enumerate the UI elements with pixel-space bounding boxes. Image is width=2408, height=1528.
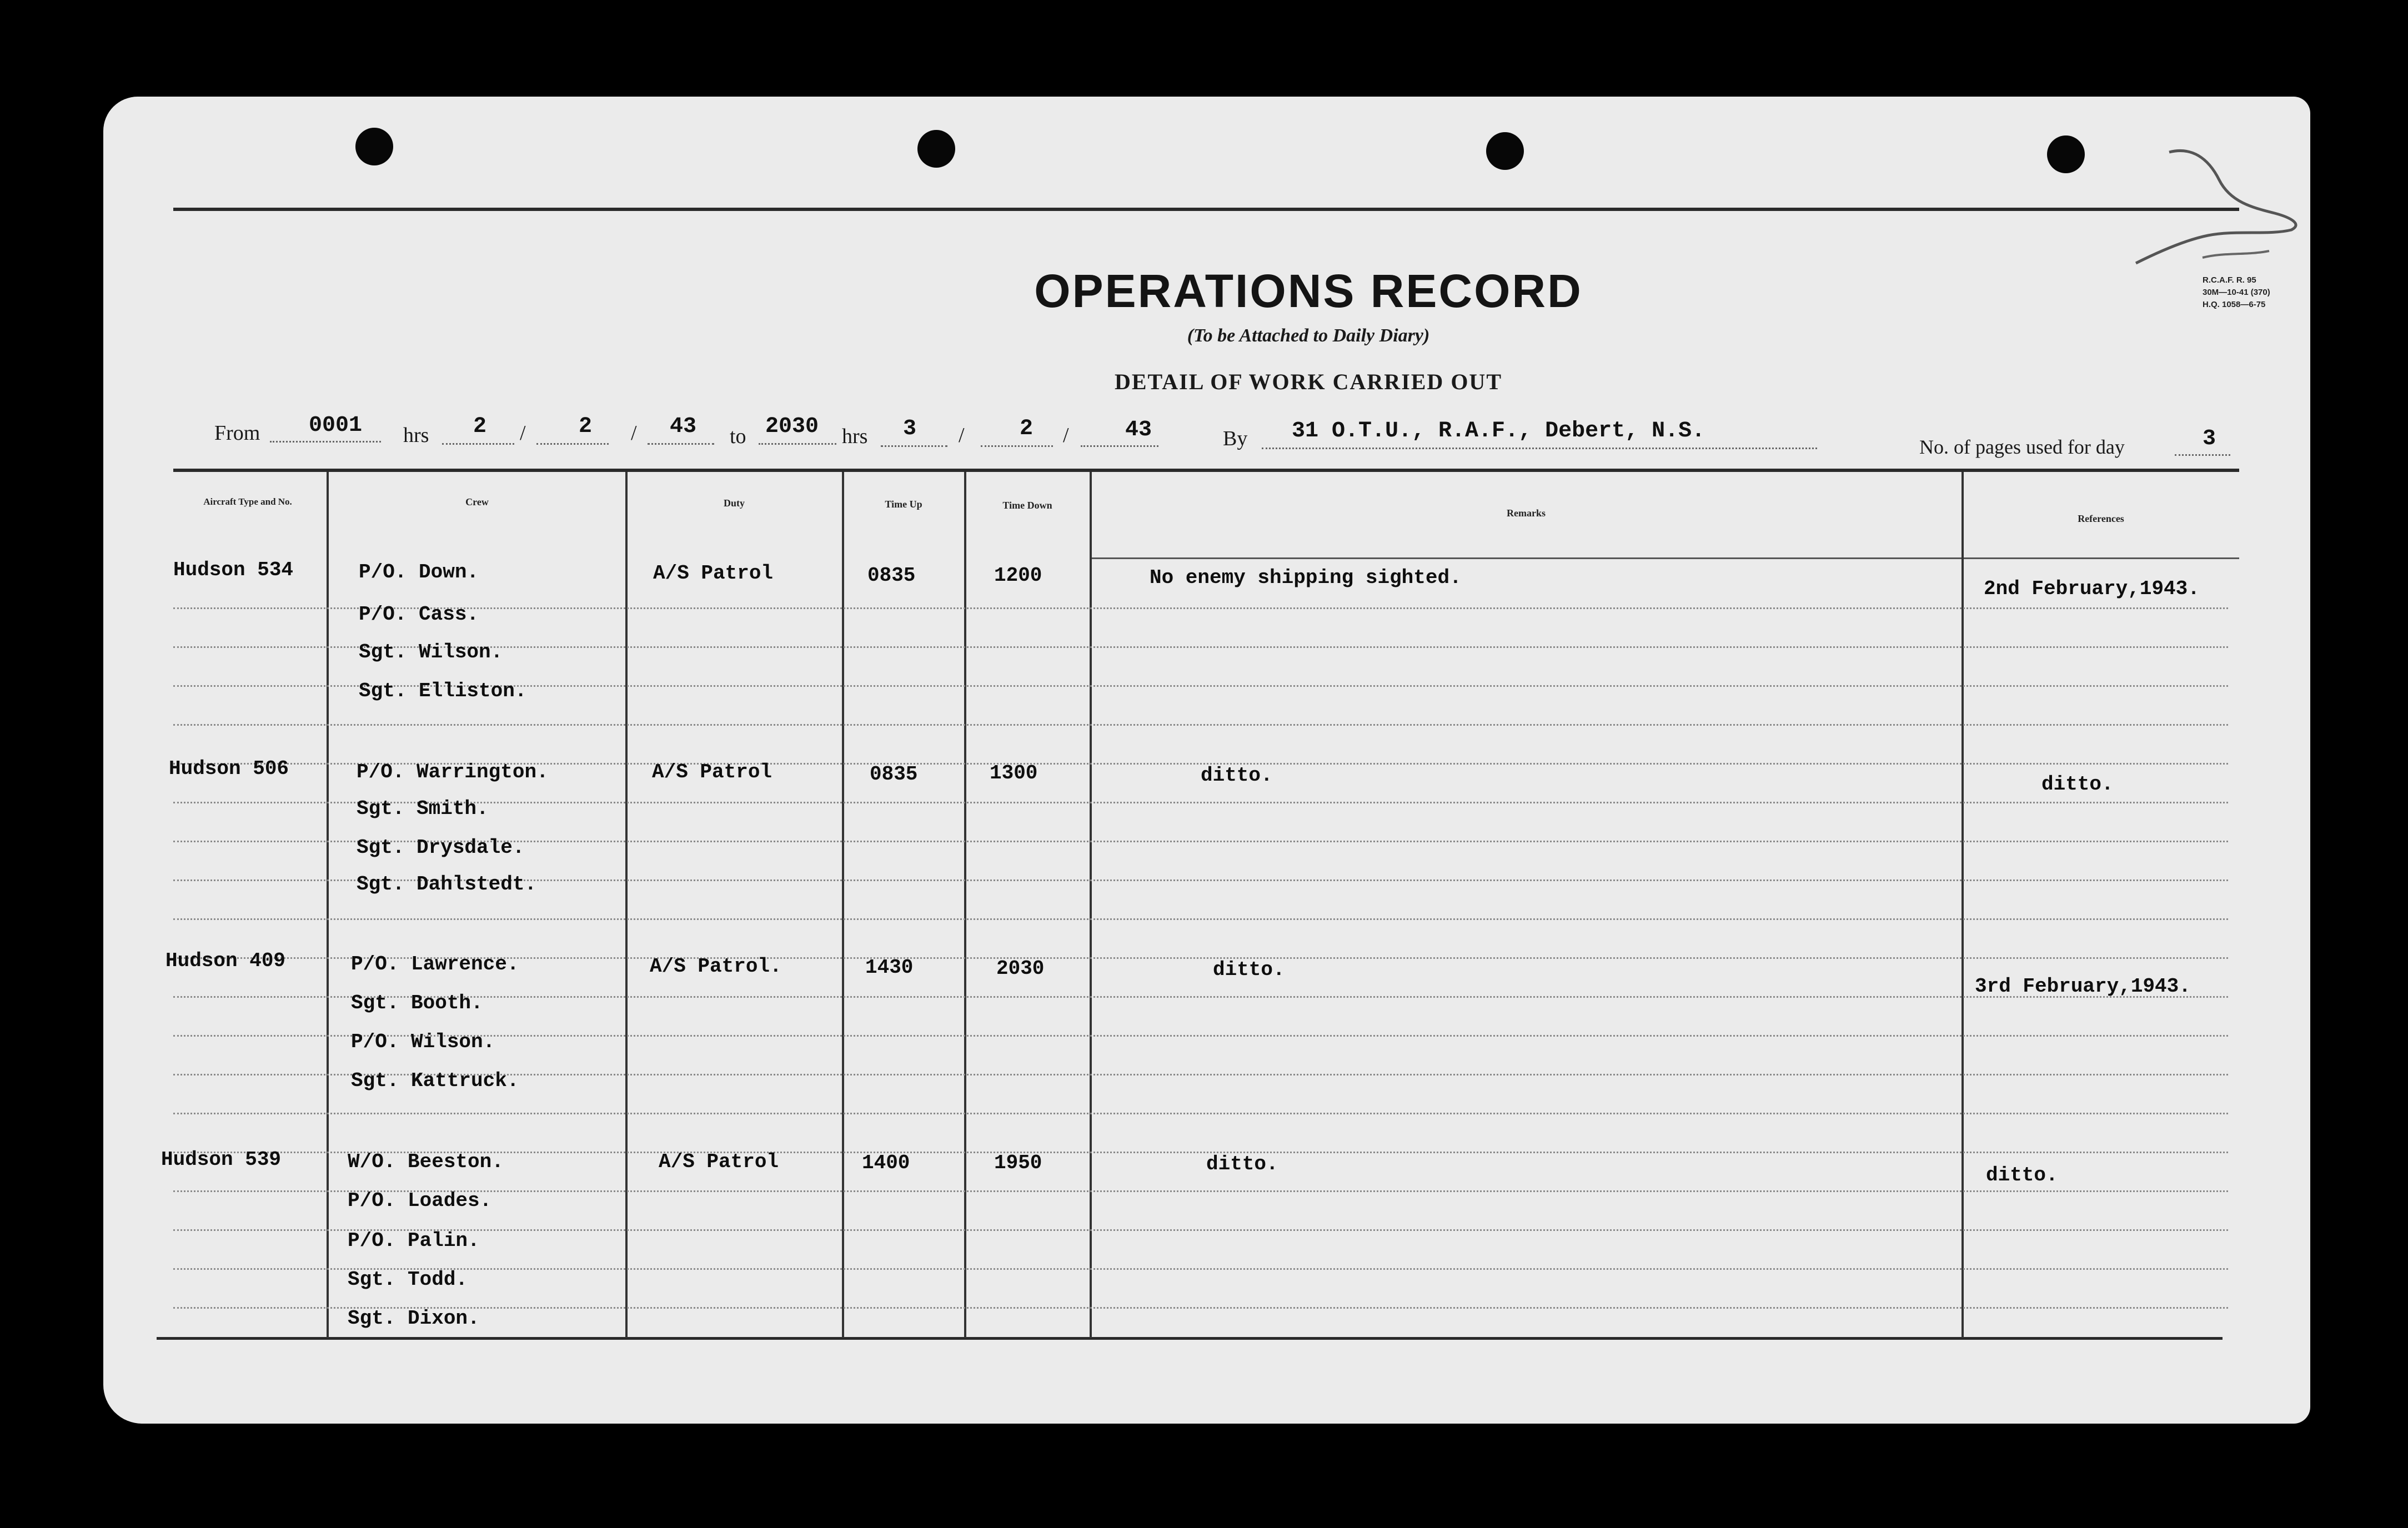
by-label: By bbox=[1223, 427, 1248, 450]
col-header-crew: Crew bbox=[465, 496, 489, 507]
time-up-cell: 0835 bbox=[870, 763, 918, 786]
record-card bbox=[103, 97, 2310, 1424]
ruled-line bbox=[173, 1229, 2228, 1232]
from-month: 2 bbox=[579, 414, 593, 439]
ruled-line bbox=[173, 1113, 2228, 1115]
col-divider-5 bbox=[1090, 472, 1092, 1338]
from-time: 0001 bbox=[309, 413, 363, 438]
remarks-cell: ditto. bbox=[1213, 958, 1285, 981]
crew-member: Sgt. Todd. bbox=[348, 1268, 468, 1291]
duty-cell: A/S Patrol bbox=[652, 761, 772, 783]
time-up-cell: 1430 bbox=[865, 956, 914, 979]
to-month: 2 bbox=[1020, 416, 1034, 441]
time-down-cell: 1200 bbox=[994, 564, 1042, 587]
from-year: 43 bbox=[670, 414, 697, 439]
pencil-scribble-mark bbox=[2125, 147, 2308, 274]
to-time: 2030 bbox=[765, 414, 819, 439]
crew-member: Sgt. Elliston. bbox=[359, 680, 527, 702]
from-year-dots bbox=[648, 443, 714, 445]
hrs-label-2: hrs bbox=[842, 425, 868, 448]
col-divider-3 bbox=[842, 472, 844, 1338]
form-code-line-3: H.Q. 1058—6-75 bbox=[2203, 300, 2266, 309]
crew-member: Sgt. Booth. bbox=[351, 992, 483, 1014]
duty-cell: A/S Patrol bbox=[659, 1150, 779, 1173]
crew-member: P/O. Down. bbox=[359, 561, 479, 584]
hrs-label-1: hrs bbox=[403, 424, 429, 447]
to-year: 43 bbox=[1125, 418, 1152, 443]
to-day-dots bbox=[881, 445, 947, 447]
document-title: OPERATIONS RECORD bbox=[1034, 265, 1583, 317]
crew-member: P/O. Warrington. bbox=[357, 761, 549, 783]
ruled-line bbox=[173, 1307, 2228, 1310]
col-header-references: References bbox=[2078, 513, 2124, 524]
remarks-cell: No enemy shipping sighted. bbox=[1150, 566, 1462, 589]
by-unit-dots bbox=[1262, 448, 1817, 449]
col-header-time-down: Time Down bbox=[1002, 500, 1052, 511]
aircraft-cell: Hudson 506 bbox=[169, 757, 289, 780]
from-time-dots bbox=[270, 441, 381, 443]
time-down-cell: 1300 bbox=[990, 762, 1038, 785]
duty-cell: A/S Patrol. bbox=[650, 955, 782, 978]
reference-cell: 3rd February,1943. bbox=[1975, 975, 2191, 998]
crew-member: P/O. Wilson. bbox=[351, 1031, 495, 1053]
punch-hole-4 bbox=[2047, 135, 2085, 173]
to-label: to bbox=[730, 425, 746, 448]
col-header-time-up: Time Up bbox=[885, 499, 922, 510]
reference-cell: ditto. bbox=[1986, 1164, 2058, 1187]
slash-3: / bbox=[959, 424, 965, 447]
aircraft-cell: Hudson 539 bbox=[161, 1148, 282, 1171]
slash-4: / bbox=[1063, 424, 1069, 447]
time-up-cell: 1400 bbox=[862, 1152, 910, 1174]
col-divider-1 bbox=[327, 472, 329, 1338]
crew-member: Sgt. Kattruck. bbox=[351, 1069, 519, 1092]
from-month-dots bbox=[536, 443, 609, 445]
crew-member: Sgt. Wilson. bbox=[359, 641, 503, 664]
to-year-dots bbox=[1081, 445, 1158, 447]
crew-member: Sgt. Dahlstedt. bbox=[357, 873, 537, 896]
punch-hole-1 bbox=[355, 128, 393, 165]
col-divider-2 bbox=[625, 472, 628, 1338]
crew-member: Sgt. Smith. bbox=[357, 797, 489, 820]
aircraft-cell: Hudson 534 bbox=[173, 559, 294, 581]
to-month-dots bbox=[981, 445, 1053, 447]
time-down-cell: 1950 bbox=[994, 1152, 1042, 1174]
time-up-cell: 0835 bbox=[867, 564, 916, 587]
table-bottom-rule bbox=[157, 1337, 2223, 1340]
by-unit: 31 O.T.U., R.A.F., Debert, N.S. bbox=[1292, 419, 1705, 444]
col-header-remarks: Remarks bbox=[1507, 507, 1546, 519]
crew-member: P/O. Cass. bbox=[359, 603, 479, 626]
pages-label: No. of pages used for day bbox=[1919, 436, 2125, 458]
punch-hole-2 bbox=[917, 130, 955, 168]
punch-hole-3 bbox=[1486, 132, 1524, 170]
form-code-line-1: R.C.A.F. R. 95 bbox=[2203, 275, 2256, 285]
document-subtitle: (To be Attached to Daily Diary) bbox=[1187, 325, 1430, 346]
aircraft-cell: Hudson 409 bbox=[165, 949, 286, 972]
top-rule bbox=[173, 208, 2239, 211]
reference-cell: ditto. bbox=[2041, 773, 2114, 796]
duty-cell: A/S Patrol bbox=[653, 562, 774, 585]
col-divider-4 bbox=[964, 472, 966, 1338]
pages-value: 3 bbox=[2203, 426, 2216, 451]
time-down-cell: 2030 bbox=[996, 957, 1045, 980]
col-header-aircraft: Aircraft Type and No. bbox=[203, 496, 292, 507]
ruled-line bbox=[173, 607, 2228, 610]
to-time-dots bbox=[759, 443, 836, 445]
from-day-dots bbox=[442, 443, 514, 445]
table-header-rule bbox=[1092, 557, 2239, 559]
col-divider-6 bbox=[1961, 472, 1964, 1338]
crew-member: Sgt. Dixon. bbox=[348, 1307, 480, 1330]
ruled-line bbox=[173, 724, 2228, 727]
reference-cell: 2nd February,1943. bbox=[1984, 577, 2200, 600]
crew-member: P/O. Loades. bbox=[348, 1189, 492, 1212]
form-code-line-2: 30M—10-41 (370) bbox=[2203, 288, 2270, 297]
ruled-line bbox=[173, 1268, 2228, 1271]
slash-1: / bbox=[520, 421, 526, 445]
form-code bbox=[2203, 274, 2310, 311]
pages-dots bbox=[2175, 454, 2230, 456]
col-header-duty: Duty bbox=[723, 497, 745, 509]
crew-member: P/O. Palin. bbox=[348, 1229, 480, 1252]
table-top-rule bbox=[173, 469, 2239, 472]
slash-2: / bbox=[631, 421, 637, 445]
crew-member: Sgt. Drysdale. bbox=[357, 836, 525, 859]
to-day: 3 bbox=[903, 416, 917, 441]
from-label: From bbox=[214, 421, 260, 445]
from-day: 2 bbox=[473, 414, 487, 439]
ruled-line bbox=[173, 918, 2228, 921]
detail-heading: DETAIL OF WORK CARRIED OUT bbox=[1114, 369, 1502, 394]
remarks-cell: ditto. bbox=[1201, 764, 1273, 787]
crew-member: P/O. Lawrence. bbox=[351, 953, 519, 976]
crew-member: W/O. Beeston. bbox=[348, 1150, 504, 1173]
remarks-cell: ditto. bbox=[1206, 1153, 1278, 1175]
